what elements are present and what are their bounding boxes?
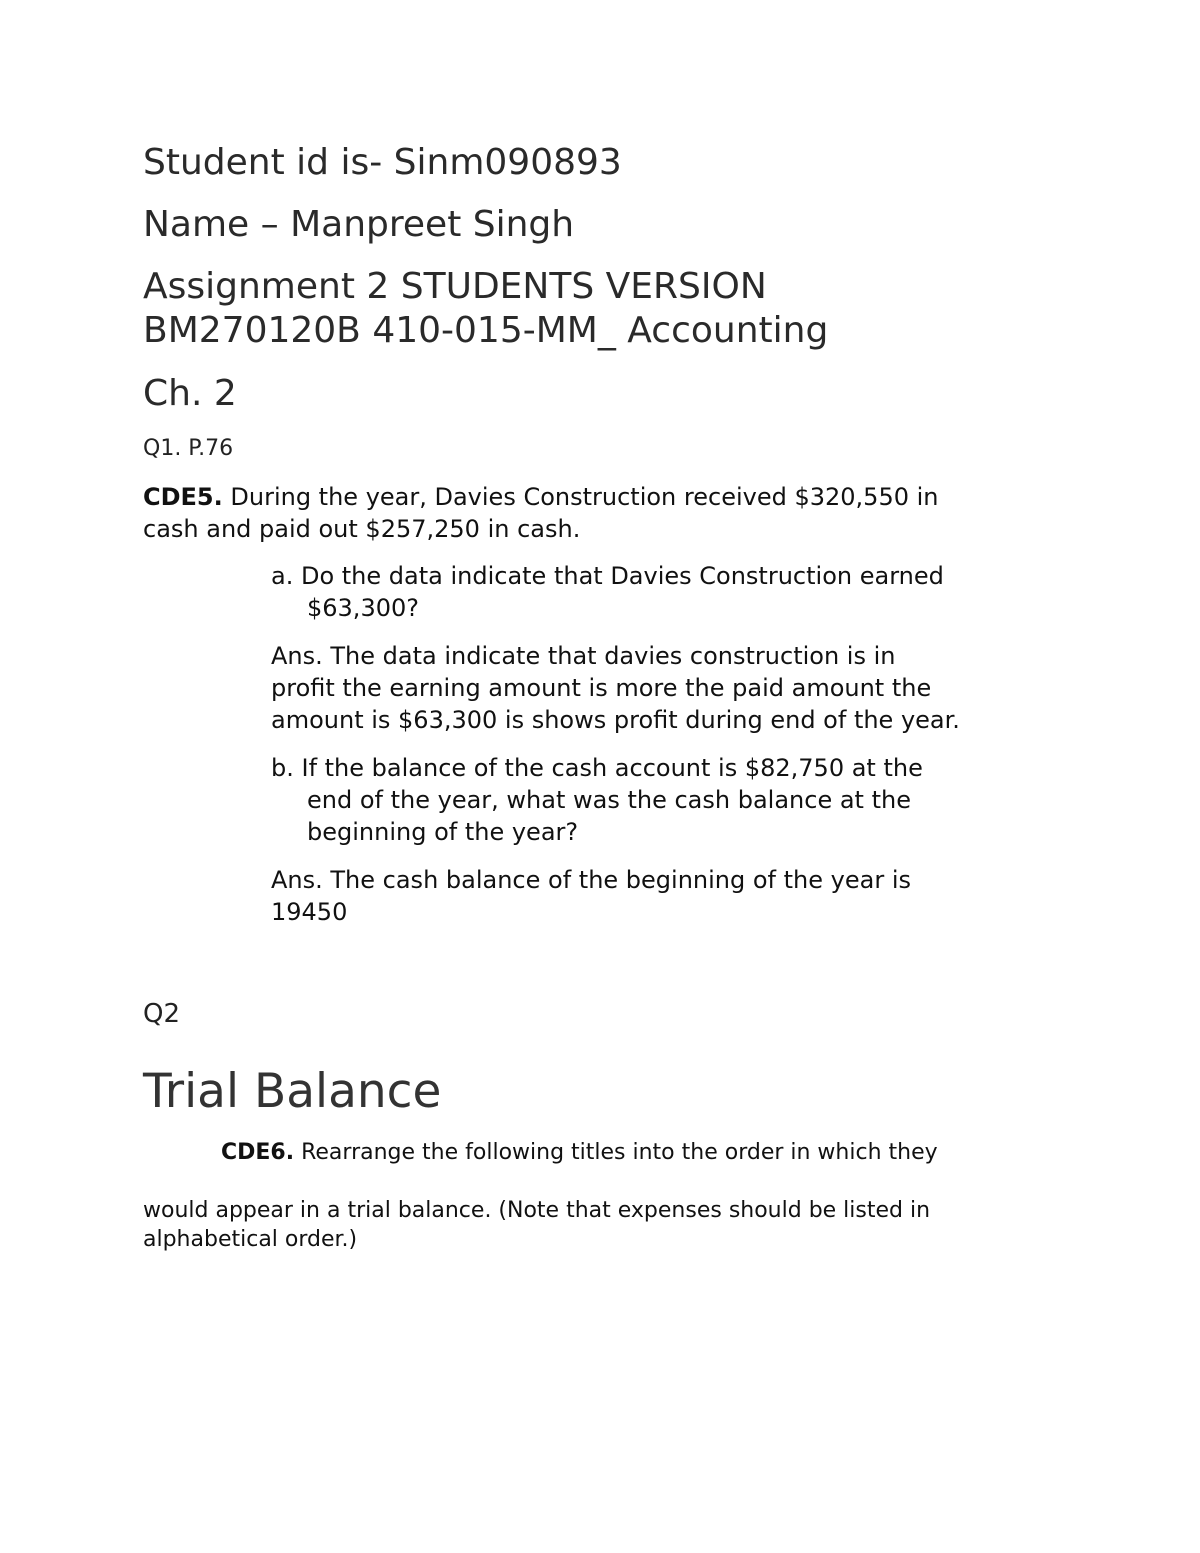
q1-part-b-line3: beginning of the year?	[307, 818, 579, 846]
q1-answer-b-line2: 19450	[271, 898, 348, 926]
q1-answer-a-line1: Ans. The data indicate that davies construction is in	[271, 642, 896, 670]
q1-part-b-line1: b. If the balance of the cash account is $82,750 at the	[271, 754, 923, 782]
trial-balance-heading: Trial Balance	[143, 1064, 442, 1119]
q2-prompt-line2: would appear in a trial balance. (Note that expenses should be listed in	[143, 1198, 931, 1223]
q1-answer-a-line2: profit the earning amount is more the paid amount the	[271, 674, 932, 702]
q1-prompt-code: CDE5.	[143, 483, 223, 511]
q2-prompt-code: CDE6.	[221, 1140, 295, 1165]
assignment-title-line1: Assignment 2 STUDENTS VERSION	[143, 266, 767, 307]
q1-part-a-line2: $63,300?	[307, 594, 419, 622]
q1-part-b-line2: end of the year, what was the cash balance at the	[307, 786, 911, 814]
q2-prompt-line1	[221, 1138, 938, 1167]
chapter-heading: Ch. 2	[143, 373, 237, 414]
assignment-title-line2: BM270120B 410-015-MM_ Accounting	[143, 310, 829, 351]
q2-prompt-line3: alphabetical order.)	[143, 1227, 358, 1252]
q1-prompt-line2: cash and paid out $257,250 in cash.	[143, 515, 581, 543]
q1-prompt-line1	[143, 481, 938, 513]
q1-label: Q1. P.76	[143, 436, 234, 461]
student-name: Name – Manpreet Singh	[143, 204, 575, 245]
q1-prompt-text: During the year, Davies Construction received $320,550 in	[222, 483, 939, 511]
q2-label: Q2	[143, 999, 181, 1029]
q1-part-a-line1: a. Do the data indicate that Davies Construction earned	[271, 562, 944, 590]
student-id: Student id is- Sinm090893	[143, 142, 622, 183]
q1-answer-a-line3: amount is $63,300 is shows profit during end of the year.	[271, 706, 960, 734]
q1-answer-b-line1: Ans. The cash balance of the beginning of the year is	[271, 866, 911, 894]
q2-prompt-text: Rearrange the following titles into the order in which they	[294, 1140, 938, 1165]
